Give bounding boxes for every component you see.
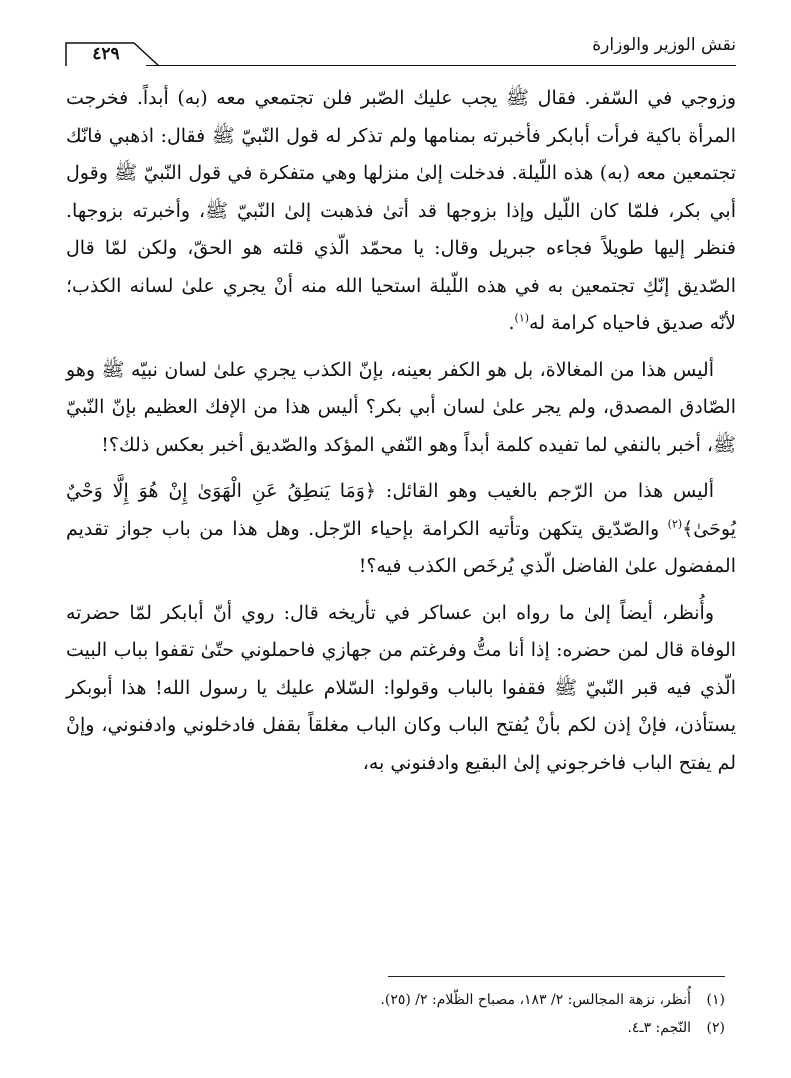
page-number: ٤٢٩ (92, 44, 120, 64)
main-text (66, 80, 736, 782)
footnote-separator (388, 976, 725, 977)
paragraph (66, 80, 736, 343)
footnote-text: أُنظر، نزهة المجالس: ٢/ ١٨٣، مصباح الظّلام: ٢/ (٢٥). (380, 992, 691, 1008)
paragraph-text: وزوجي في السّفر. فقال ﷺ يجب عليك الصّبر فلن تجتمعي معه (به) أبداً. فخرجت المرأة باكية فرأت أبابكر فأخبرته بمنامها ولم تذكر له قول النّبيّ ﷺ فقال: اذهبي فانّك تجتمعين معه (به) هذه اللّيلة. فدخلت إلىٰ منزلها وهي متفكرة في قول النّبيّ ﷺ وقول أبي بكر، فلمّا كان اللّيل وإذا بزوجها قد أتىٰ فذهبت إلىٰ النّبيّ ﷺ، وأخبرته بزوجها. فنظر إليها طويلاً فجاءه جبريل وقال: يا محمّد الّذي قلته هو الحقّ، ولكن لمّا قال الصّديق إنّكِ تجتمعين به في هذه اللّيلة استحيا الله منه أنْ يجري علىٰ لسانه الكذب؛ لأنّه صديق فاحياه كرامة له (66, 87, 736, 334)
paragraph-text: أليس هذا من المغالاة، بل هو الكفر بعينه، بإنّ الكذب يجري علىٰ لسان نبيّه ﷺ وهو الصّادق المصدق، ولم يجر علىٰ لسان أبي بكر؟ أليس هذا من الإفك العظيم بإنّ النّبيّ ﷺ، أخبر بالنفي لما تفيده كلمة أبداً وهو النّفي المؤكد والصّديق أخبر بعكس ذلك؟! (66, 358, 736, 456)
paragraph (66, 473, 736, 586)
paragraph-text-tail: والصّدّيق يتكهن وتأتيه الكرامة بإحياء الرّجل. وهل هذا من باب جواز تقديم المفضول علىٰ الفاضل الّذي يُرخَص الكذب فيه؟! (66, 517, 736, 577)
paragraph (66, 352, 736, 465)
paragraph-text-tail: . (508, 312, 515, 334)
footnote-number: (٢) (706, 1020, 725, 1036)
page-number-tab (64, 42, 160, 67)
paragraph (66, 595, 736, 783)
running-header (64, 28, 736, 68)
footnote-text: النّجم: ٣ـ٤. (627, 1020, 691, 1036)
footnote-number: (١) (706, 992, 725, 1008)
footnote (55, 1014, 725, 1042)
paragraph-text: وأُنظر، أيضاً إلىٰ ما رواه ابن عساكر في تأريخه قال: روي أنّ أبابكر لمّا حضرته الوفاة قال لمن حضره: إذا أنا متُّ وفرغتم من جهازي فاحملوني حتّىٰ تقفوا بباب البيت الّذي فيه قبر النّبيّ ﷺ فقفوا بالباب وقولوا: السّلام عليك يا رسول الله! هذا أبوبكر يستأذن، فإنْ إذن لكم بأنْ يُفتح الباب وكان الباب مغلقاً بقفل فادخلوني وادفنوني، وإنْ لم يفتح الباب فاخرجوني إلىٰ البقيع وادفنوني به، (66, 601, 736, 774)
footnotes (55, 986, 725, 1042)
footnote-ref: (١) (514, 311, 530, 325)
footnote (55, 986, 725, 1014)
paragraph-text: أليس هذا من الرّجم بالغيب وهو القائل: ﴿وَمَا يَنطِقُ عَنِ الْهَوَىٰ إِنْ هُوَ إِلَّا وَحْيٌ يُوحَىٰ﴾ (66, 480, 736, 540)
footnote-ref: (٢) (667, 517, 683, 531)
header-rule (146, 65, 736, 66)
header-title: نقش الوزير والوزارة (592, 35, 736, 55)
